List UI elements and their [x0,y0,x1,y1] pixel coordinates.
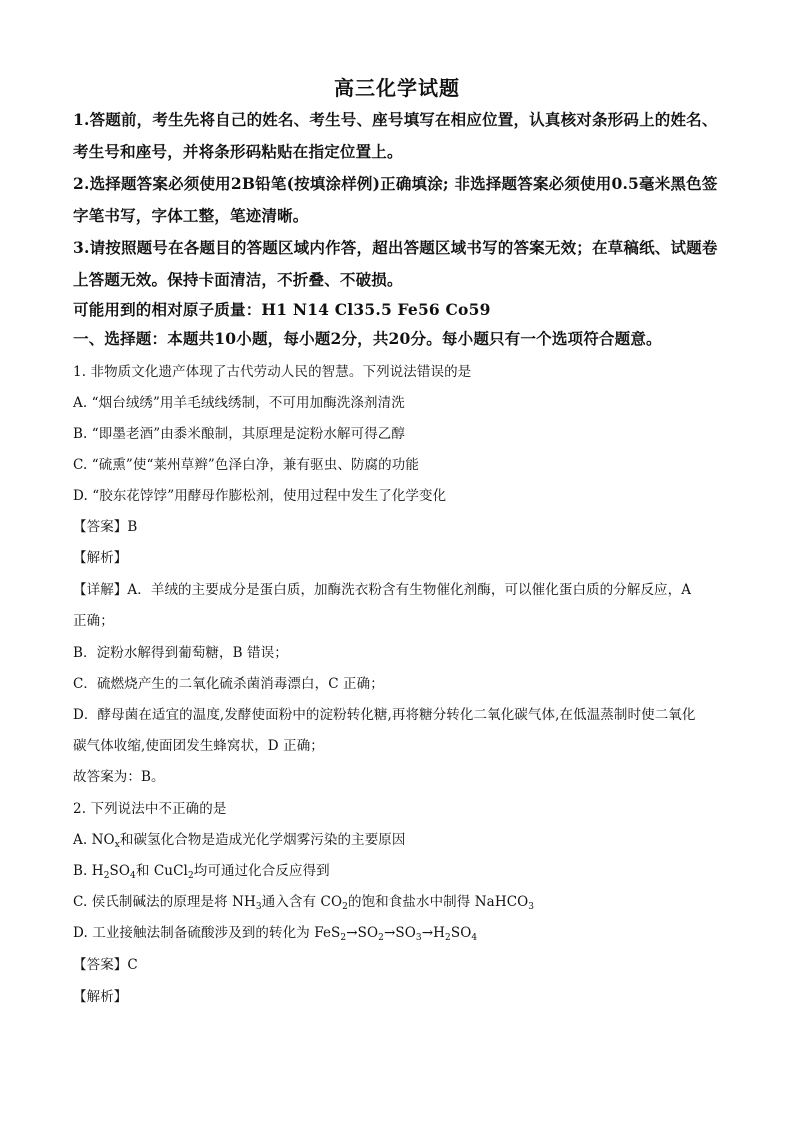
atomic-mass-line: 可能用到的相对原子质量：H1 N14 Cl35.5 Fe56 Co59 [73,300,491,319]
q1-option-c: C. “硫熏”使“莱州草辫”色泽白净，兼有驱虫、防腐的功能 [73,457,419,473]
q2-d-sub-4: 2 [445,933,451,943]
q2-d-sub-1: 2 [340,933,347,943]
q2-d-text-1: D. 工业接触法制备硫酸涉及到的转化为 FeS [73,925,341,941]
q1-detail-4b: 碳气体收缩,使面团发生蜂窝状，D 正确； [73,738,324,754]
q2-stem: 2. 下列说法中不正确的是 [73,801,227,817]
q2-d-sub-5: 4 [471,933,478,943]
q2-a-text-2: 和碳氢化合物是造成光化学烟雾污染的主要原因 [119,832,406,848]
q1-detail-1b: 正确； [73,613,114,629]
q2-answer: 【答案】C [73,957,138,973]
q2-c-text-2: 通入含有 CO [261,894,343,910]
q2-option-b [73,859,733,881]
q2-c-text-3: 的饱和食盐水中制得 NaHCO [347,894,529,910]
notice-3-line-1: 3.请按照题号在各题目的答题区域内作答，超出答题区域书写的答案无效；在草稿纸、试题卷 [73,238,718,257]
q1-detail-tag: 【详解】 [73,582,128,598]
section-heading: 一、选择题：本题共10小题，每小题2分，共20分。每小题只有一个选项符合题意。 [73,329,662,348]
q1-detail-4: D．酵母菌在适宜的温度,发酵使面粉中的淀粉转化糖,再将糖分转化二氧化碳气体,在低温蒸制时使二氧化 [73,707,696,723]
q2-option-d [73,921,733,943]
q1-option-d: D. “胶东花饽饽”用酵母作膨松剂，使用过程中发生了化学变化 [73,488,447,504]
q2-c-sub-3: 3 [528,902,535,912]
q2-analysis-label: 【解析】 [73,989,128,1005]
q1-stem: 1. 非物质文化遗产体现了古代劳动人民的智慧。下列说法错误的是 [73,364,472,380]
q2-b-text-2: SO [109,863,131,879]
q1-detail-1-text: A．羊绒的主要成分是蛋白质，加酶洗衣粉含有生物催化剂酶，可以催化蛋白质的分解反应，A [127,582,692,598]
q1-detail-2: B．淀粉水解得到葡萄糖，B 错误； [73,645,288,661]
q1-detail-3: C．硫燃烧产生的二氧化硫杀菌消毒漂白，C 正确； [73,676,384,692]
q2-d-text-5: SO [450,925,472,941]
notice-3-line-2: 上答题无效。保持卡面清洁，不折叠、不破损。 [73,270,403,289]
q2-c-sub-2: 2 [342,902,348,912]
q2-d-text-3: →SO [383,925,416,941]
q2-c-text-1: C. 侯氏制碱法的原理是将 NH [73,894,256,910]
notice-2-line-2: 字笔书写，字体工整，笔迹清晰。 [73,206,309,225]
q2-option-c [73,890,733,912]
page-title: 高三化学试题 [334,76,460,100]
q1-analysis-label: 【解析】 [73,550,128,566]
notice-1-line-2: 考生号和座号，并将条形码粘贴在指定位置上。 [73,142,403,161]
q2-d-sub-3: 3 [415,933,422,943]
q1-option-a: A. “烟台绒绣”用羊毛绒线绣制，不可用加酶洗涤剂清洗 [73,395,405,411]
q2-b-text-3: 和 CuCl [135,863,188,879]
q1-conclusion: 故答案为：B。 [73,769,165,785]
q2-b-sub-2: 4 [130,871,136,881]
q2-d-text-2: →SO [346,925,379,941]
notice-2-line-1: 2.选择题答案必须使用2B铅笔(按填涂样例)正确填涂; 非选择题答案必须使用0.5毫米黑色签 [73,174,718,193]
q2-option-a [73,828,733,850]
q2-a-sub: x [114,840,120,850]
q2-d-text-4: →H [421,925,446,941]
q2-d-sub-2: 2 [378,933,384,943]
q2-b-sub-3: 2 [187,871,194,881]
notice-1-line-1: 1.答题前，考生先将自己的姓名、考生号、座号填写在相应位置，认真核对条形码上的姓名、 [73,110,718,129]
q2-b-sub-1: 2 [103,871,110,881]
q1-answer: 【答案】B [73,519,138,535]
q2-a-text-1: A. NO [73,832,115,848]
q2-c-sub-1: 3 [255,902,262,912]
q2-b-text-1: B. H [73,863,104,879]
q1-detail-1 [73,578,733,598]
q2-b-text-4: 均可通过化合反应得到 [193,863,330,879]
q1-option-b: B. “即墨老酒”由黍米酿制，其原理是淀粉水解可得乙醇 [73,426,406,442]
